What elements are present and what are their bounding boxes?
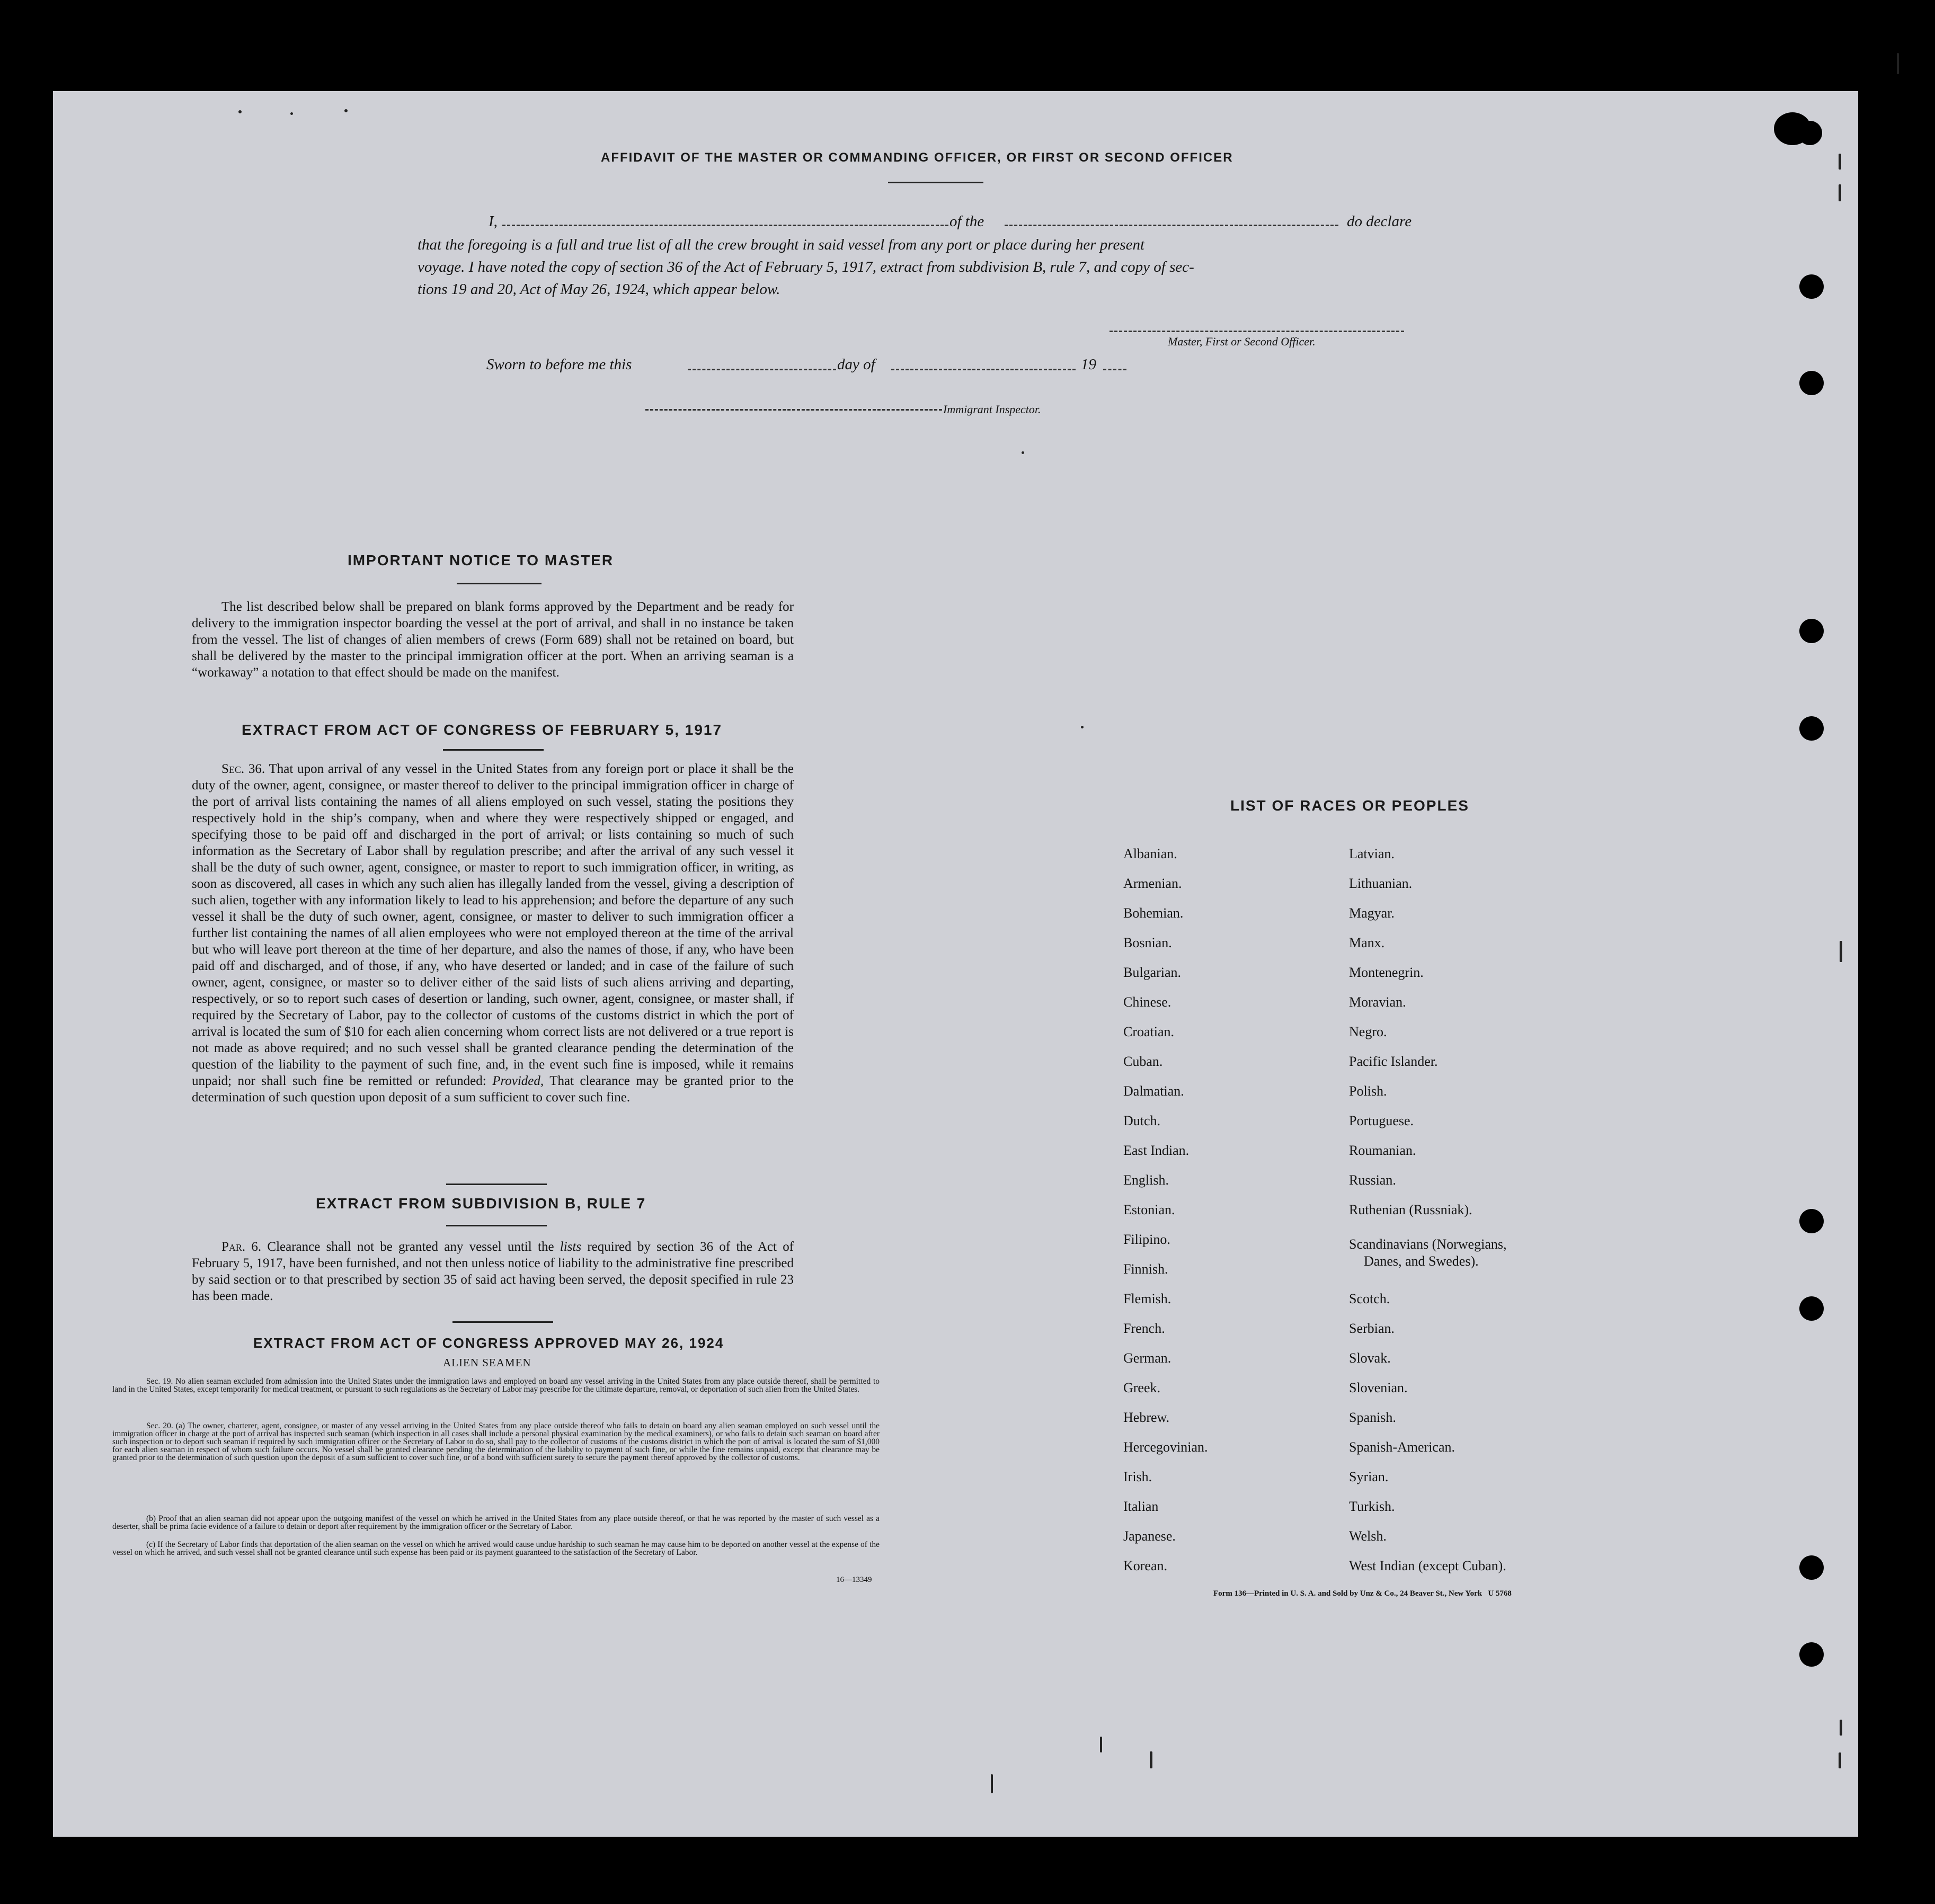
race-right: Montenegrin. xyxy=(1349,965,1424,980)
race-right: Danes, and Swedes). xyxy=(1364,1253,1479,1269)
race-right: Portuguese. xyxy=(1349,1113,1414,1128)
race-left: Dalmatian. xyxy=(1123,1083,1184,1099)
form-code: 16—13349 xyxy=(836,1576,872,1584)
act-1924-section-20a: Sec. 20. (a) The owner, charterer, agent, consignee, or master of any vessel arriving in the United States from any place outside thereof who fails to detain on board any alien seaman employed on such vessel until the immigration officer in charge at the port of arrival has inspected such seaman (which inspection in all cases shall include a personal physical examination by the medical examiners), or who fails to detain such seaman on board after such inspection or to deport such seaman if required by such immigration officer or the Secretary of Labor to do so, shall pay to the collector of customs of the customs district in which the port of arrival is located the sum of $1,000 for each alien seaman in respect of whom such failure occurs. No vessel shall be granted clearance pending the determination of the liability to payment of such fine, or while the fine remains unpaid, except that clearance may be granted prior to the determination of such question upon the deposit of a sum sufficient to cover such fine, or of a bond with sufficient surety to secure the payment thereof approved by the collector of customs. xyxy=(112,1421,880,1462)
act-1917-end-rule xyxy=(446,1184,547,1185)
race-left: Croatian. xyxy=(1123,1024,1175,1039)
inspector-label: Immigrant Inspector. xyxy=(943,403,1041,416)
affidavit-line-4: tions 19 and 20, Act of May 26, 1924, which appear below. xyxy=(418,281,780,298)
race-right: Pacific Islander. xyxy=(1349,1054,1438,1069)
master-signature-line xyxy=(1109,331,1404,332)
affidavit-title-rule xyxy=(888,182,983,183)
race-left: English. xyxy=(1123,1172,1169,1188)
printer-imprint: Form 136—Printed in U. S. A. and Sold by Unz & Co., 24 Beaver St., New York U 5768 xyxy=(1213,1589,1512,1598)
race-right: Scotch. xyxy=(1349,1291,1390,1306)
rule-7-text-2: required by section 36 of the Act of February 5, 1917, have been furnished, and not then unless notice of liability to the administrative fine prescribed by said section or to that prescribed by section 35 of said act having been served, the deposit specified in rule 23 has been made. xyxy=(192,1240,794,1303)
master-signature-label: Master, First or Second Officer. xyxy=(1168,335,1316,348)
act-1924-section-20b: (b) Proof that an alien seaman did not appear upon the outgoing manifest of the vessel on which he arrived in the United States from any place outside thereof, or that he was reported by the master of such vessel as a deserter, shall be prima facie evidence of a failure to detain or deport after requirement by the immigration officer or the Secretary of Labor. xyxy=(112,1514,880,1531)
race-left: Filipino. xyxy=(1123,1232,1170,1247)
affidavit-i: I, xyxy=(489,213,498,230)
act-1917-title-rule xyxy=(443,749,544,751)
race-left: Hebrew. xyxy=(1123,1410,1170,1425)
race-left: East Indian. xyxy=(1123,1143,1190,1158)
affidavit-line-3: voyage. I have noted the copy of section 36 of the Act of February 5, 1917, extract from subdivision B, rule 7, and copy of sec- xyxy=(418,259,1194,275)
race-left: Bulgarian. xyxy=(1123,965,1182,980)
race-left: Japanese. xyxy=(1123,1528,1176,1544)
act-1917-body xyxy=(192,761,794,1106)
race-right: Magyar. xyxy=(1349,905,1395,921)
race-left: Korean. xyxy=(1123,1558,1168,1573)
affidavit-do-declare: do declare xyxy=(1347,213,1412,230)
race-left: Flemish. xyxy=(1123,1291,1171,1306)
sworn-day-blank xyxy=(688,369,836,370)
race-right: Latvian. xyxy=(1349,846,1395,861)
affidavit-title: AFFIDAVIT OF THE MASTER OR COMMANDING OFFICER, OR FIRST OR SECOND OFFICER xyxy=(601,150,1233,165)
race-left: German. xyxy=(1123,1350,1171,1366)
race-left: Greek. xyxy=(1123,1380,1161,1395)
act-1917-text: That upon arrival of any vessel in the United States from any foreign port or place it shall be the duty of the owner, agent, consignee, or master thereof to deliver to the principal immigration officer in charge of the port of arrival lists containing the names of all aliens employed on such vessel, stating the positions they respectively hold in the ship’s company, when and where they were respectively shipped or engaged, and specifying those to be paid off and discharged in the port of arrival; or lists containing so much of such information as the Secretary of Labor shall by regulation prescribe; and after the arrival of any such vessel it shall be the duty of such owner, agent, consignee, or master to report to such immigration officer, in writing, as soon as discovered, all cases in which any such alien has illegally landed from the vessel, giving a description of such alien, together with any information likely to lead to his apprehension; and before the departure of any such vessel it shall be the duty of such owner, agent, consignee, or master to deliver to such immigration officer a further list containing the names of all alien employees who were not employed thereon at the time of the arrival but who will leave port thereon at the time of her departure, and also the names of those, if any, who have been paid off and discharged, and of those, if any, who have deserted or landed; and in case of the failure of such owner, agent, consignee, or master so to deliver either of the said lists of such aliens arriving and departing, respectively, or so to report such cases of desertion or landing, such owner, agent, consignee, or master shall, if required by the Secretary of Labor, pay to the collector of customs of the customs district in which the port of arrival is located the sum of $10 for each alien concerning whom correct lists are not delivered or a true report is not made as above required; and no such vessel shall be granted clearance pending the determination of the question of the liability to the payment of such fine, and, in the event such fine is imposed, while it remains unpaid; nor shall such fine be remitted or refunded: xyxy=(192,762,794,1088)
race-left: Chinese. xyxy=(1123,994,1171,1010)
sworn-year-blank xyxy=(1103,369,1126,370)
race-right: Spanish-American. xyxy=(1349,1439,1455,1455)
sworn-text: Sworn to before me this xyxy=(486,356,632,373)
act-1924-section-19: Sec. 19. No alien seaman excluded from admission into the United States under the immigration laws and employed on board any vessel arriving in the United States from any place outside thereof, shall be permitted to land in the United States, except temporarily for medical treatment, or pursuant to such regulations as the Secretary of Labor may prescribe for the ultimate departure, removal, or deportation of such alien from the United States. xyxy=(112,1377,880,1394)
race-right: Roumanian. xyxy=(1349,1143,1416,1158)
race-left: Italian xyxy=(1123,1499,1159,1514)
sworn-day-of: day of xyxy=(837,356,875,373)
race-right: Ruthenian (Russniak). xyxy=(1349,1202,1472,1217)
race-right: Turkish. xyxy=(1349,1499,1395,1514)
act-1924-title: EXTRACT FROM ACT OF CONGRESS APPROVED MAY 26, 1924 xyxy=(253,1335,724,1351)
race-right: Manx. xyxy=(1349,935,1385,950)
race-left: Estonian. xyxy=(1123,1202,1175,1217)
race-right: Slovenian. xyxy=(1349,1380,1408,1395)
rule-7-paragraph: Par. 6. xyxy=(221,1240,262,1254)
race-right: Russian. xyxy=(1349,1172,1396,1188)
race-right: Slovak. xyxy=(1349,1350,1391,1366)
race-right: Lithuanian. xyxy=(1349,876,1413,891)
race-right: Moravian. xyxy=(1349,994,1406,1010)
rule-7-end-rule xyxy=(452,1321,553,1323)
act-1924-subtitle: ALIEN SEAMEN xyxy=(443,1356,531,1369)
act-1917-provided: Provided, xyxy=(492,1074,544,1088)
races-title: LIST OF RACES OR PEOPLES xyxy=(1230,797,1469,814)
race-left: Irish. xyxy=(1123,1469,1152,1484)
race-left: Albanian. xyxy=(1123,846,1177,861)
notice-body: The list described below shall be prepared on blank forms approved by the Department and be ready for delivery to the immigration inspector boarding the vessel at the port of arrival, and shall in no instance be taken from the vessel. The list of changes of alien members of crews (Form 689) shall not be retained on board, but shall be delivered by the master to the principal immigration officer at the port. When an arriving seaman is a “workaway” a notation to that effect should be made on the manifest. xyxy=(192,600,794,680)
sworn-month-blank xyxy=(891,369,1076,370)
rule-7-title-rule xyxy=(446,1225,547,1226)
race-left: Bosnian. xyxy=(1123,935,1172,950)
rule-7-lists: lists xyxy=(560,1240,582,1254)
rule-7-title: EXTRACT FROM SUBDIVISION B, RULE 7 xyxy=(316,1195,646,1212)
race-right: Welsh. xyxy=(1349,1528,1387,1544)
act-1924-section-20c: (c) If the Secretary of Labor finds that deportation of the alien seaman on the vessel on which he arrived would cause undue hardship to such seaman he may cause him to be deported on another vessel at the expense of the vessel on which he arrived, and such vessel shall not be granted clearance until such expense has been paid or its payment guaranteed to the satisfaction of the Secretary of Labor. xyxy=(112,1540,880,1557)
notice-title-rule xyxy=(457,583,542,584)
rule-7-text-1: Clearance shall not be granted any vessel until the xyxy=(267,1240,554,1254)
act-1917-section: Sec. 36. xyxy=(221,762,265,776)
affidavit-of-the: of the xyxy=(949,213,984,230)
race-right: Syrian. xyxy=(1349,1469,1389,1484)
race-right: Scandinavians (Norwegians, xyxy=(1349,1236,1507,1252)
inspector-signature-line xyxy=(645,409,942,411)
affidavit-line-2: that the foregoing is a full and true list of all the crew brought in said vessel from any port or place during her present xyxy=(418,236,1145,253)
act-1917-tail: That clearance may be granted prior to the determination of such question upon deposit of a sum sufficient to cover such fine. xyxy=(192,1074,794,1105)
race-right: Spanish. xyxy=(1349,1410,1396,1425)
race-left: Dutch. xyxy=(1123,1113,1161,1128)
race-left: Cuban. xyxy=(1123,1054,1163,1069)
vessel-blank xyxy=(1005,225,1338,226)
race-right: West Indian (except Cuban). xyxy=(1349,1558,1506,1573)
race-right: Negro. xyxy=(1349,1024,1387,1039)
sworn-year: 19 xyxy=(1081,356,1096,373)
race-right: Polish. xyxy=(1349,1083,1387,1099)
race-left: Bohemian. xyxy=(1123,905,1184,921)
act-1917-title: EXTRACT FROM ACT OF CONGRESS OF FEBRUARY 5, 1917 xyxy=(242,722,723,738)
race-left: French. xyxy=(1123,1321,1165,1336)
race-left: Armenian. xyxy=(1123,876,1182,891)
race-left: Hercegovinian. xyxy=(1123,1439,1208,1455)
notice-title: IMPORTANT NOTICE TO MASTER xyxy=(348,552,614,568)
rule-7-body xyxy=(192,1239,794,1304)
race-left: Finnish. xyxy=(1123,1261,1168,1277)
name-blank xyxy=(502,225,948,226)
race-right: Serbian. xyxy=(1349,1321,1395,1336)
